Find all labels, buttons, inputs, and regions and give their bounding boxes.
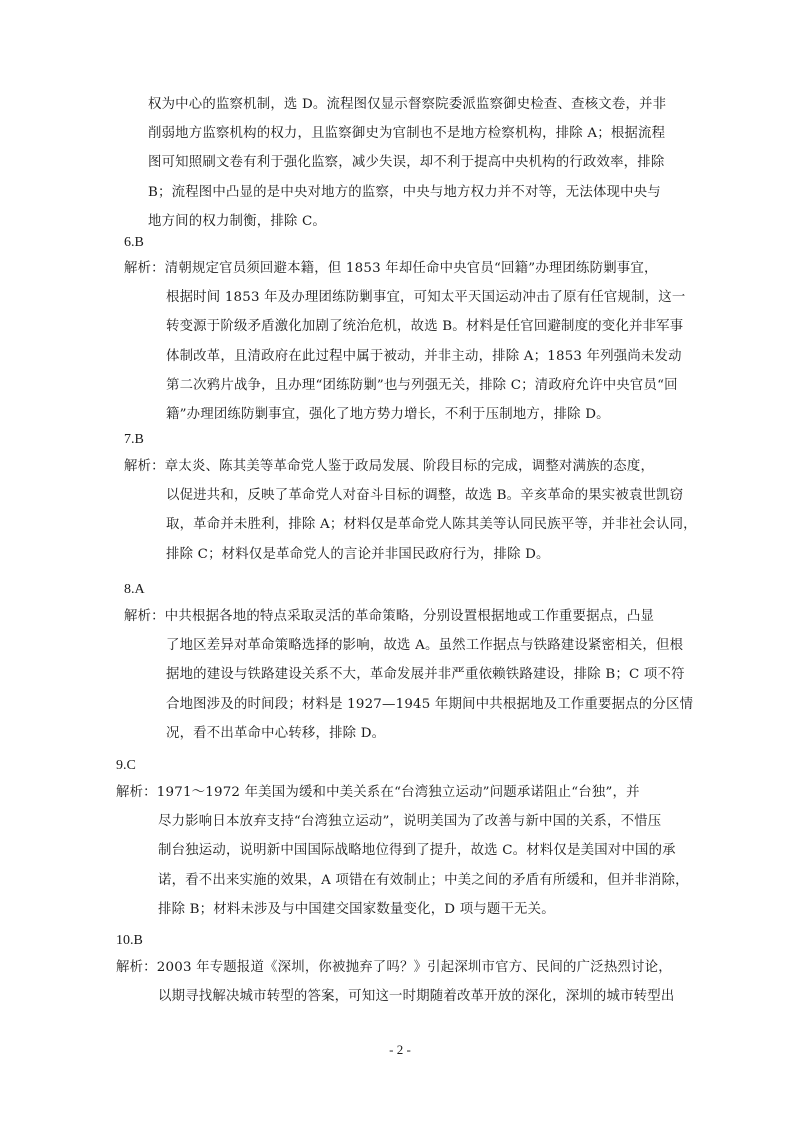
answer-8: 8.A <box>124 582 145 597</box>
text-line: 籍”办理团练防剿事宜，强化了地方势力增长，不利于压制地方，排除 D。 <box>166 407 610 423</box>
explanation-9 <box>116 778 696 924</box>
explanation-label: 解析： <box>116 785 157 800</box>
explanation-10 <box>116 953 696 1011</box>
text-line: 诺，看不出来实施的效果，A 项错在有效制止；中美之间的矛盾有所缓和，但并非消除， <box>158 872 689 888</box>
page-number: - 2 - <box>389 1042 411 1057</box>
explanation-label: 解析： <box>124 261 165 276</box>
text-line: 况，看不出革命中心转移，排除 D。 <box>166 725 386 741</box>
answer-9: 9.C <box>116 758 136 773</box>
text-line: B；流程图中凸显的是中央对地方的监察，中央与地方权力并不对等，无法体现中央与 <box>148 184 661 200</box>
text-line: 了地区差异对革命策略选择的影响，故选 A。虽然工作据点与铁路建设紧密相关，但根 <box>166 638 684 654</box>
text-line <box>124 452 694 481</box>
text-line: 制台独运动，说明新中国国际战略地位得到了提升，故选 C。材料仅是美国对中国的承 <box>158 843 676 859</box>
text-line <box>124 602 694 631</box>
text-line: 取，革命并未胜利，排除 A；材料仅是革命党人陈其美等认同民族平等，并非社会认同， <box>166 517 697 533</box>
text-line: 合地图涉及的时间段；材料是 1927—1945 年期间中共根据地及工作重要据点的分区情 <box>166 696 694 712</box>
text-line: 转变源于阶级矛盾激化加剧了统治危机，故选 B。材料是任官回避制度的变化并非军事 <box>166 319 684 335</box>
explanation-7 <box>124 452 697 569</box>
text-line: 根据时间 1853 年及办理团练防剿事宜，可知太平天国运动冲击了原有任官规制，这一 <box>166 290 686 306</box>
text-segment: 清朝规定官员须回避本籍，但 1853 年却任命中央官员“回籍”办理团练防剿事宜， <box>164 261 658 276</box>
explanation-6 <box>124 254 694 429</box>
text-line <box>124 254 694 283</box>
text-line <box>116 953 696 982</box>
text-line: 以促进共和，反映了革命党人对奋斗目标的调整，故选 B。辛亥革命的果实被袁世凯窃 <box>166 488 684 504</box>
text-line: 地方间的权力制衡，排除 C。 <box>148 213 326 229</box>
text-segment: 章太炎、陈其美等革命党人鉴于政局发展、阶段目标的完成，调整对满族的态度， <box>164 459 655 474</box>
text-line: 据地的建设与铁路建设关系不大，革命发展并非严重依赖铁路建设，排除 B；C 项不符 <box>166 667 685 683</box>
text-line: 排除 B；材料未涉及与中国建交国家数量变化，D 项与题干无关。 <box>158 901 555 917</box>
text-line: 体制改革，且清政府在此过程中属于被动，并非主动，排除 A；1853 年列强尚未发动 <box>166 348 682 364</box>
text-line: 第二次鸦片战争，且办理“团练防剿”也与列强无关，排除 C；清政府允许中央官员“回 <box>166 377 678 393</box>
text-segment: 1971～1972 年美国为缓和中美关系在“台湾独立运动”问题承诺阻止“台独”，并 <box>156 785 640 800</box>
text-line: 图可知照刷文卷有利于强化监察，减少失误，却不利于提高中央机构的行政效率，排除 <box>148 155 665 171</box>
explanation-label: 解析： <box>116 960 157 975</box>
text-line: 权为中心的监察机制，选 D。流程图仅显示督察院委派监察御史检查、查核文卷，并非 <box>148 97 667 112</box>
text-segment: 2003 年专题报道《深圳，你被抛弃了吗？》引起深圳市官方、民间的广泛热烈讨论， <box>156 960 672 975</box>
answer-7: 7.B <box>124 432 144 447</box>
explanation-8 <box>124 602 694 748</box>
text-line: 尽力影响日本放弃支持“台湾独立运动”，说明美国为了改善与新中国的关系，不惜压 <box>158 814 662 830</box>
answer-6: 6.B <box>124 235 144 250</box>
continuation-paragraph <box>148 90 688 236</box>
text-line: 排除 C；材料仅是革命党人的言论并非国民政府行为，排除 D。 <box>166 546 550 562</box>
text-line <box>116 778 696 807</box>
text-segment: 中共根据各地的特点采取灵活的革命策略，分别设置根据地或工作重要据点，凸显 <box>164 609 655 624</box>
answer-10: 10.B <box>116 933 143 948</box>
text-line: 削弱地方监察机构的权力，且监察御史为官制也不是地方检察机构，排除 A；根据流程 <box>148 126 666 142</box>
explanation-label: 解析： <box>124 609 165 624</box>
explanation-label: 解析： <box>124 459 165 474</box>
text-line: 以期寻找解决城市转型的答案，可知这一时期随着改革开放的深化，深圳的城市转型出 <box>158 989 675 1005</box>
